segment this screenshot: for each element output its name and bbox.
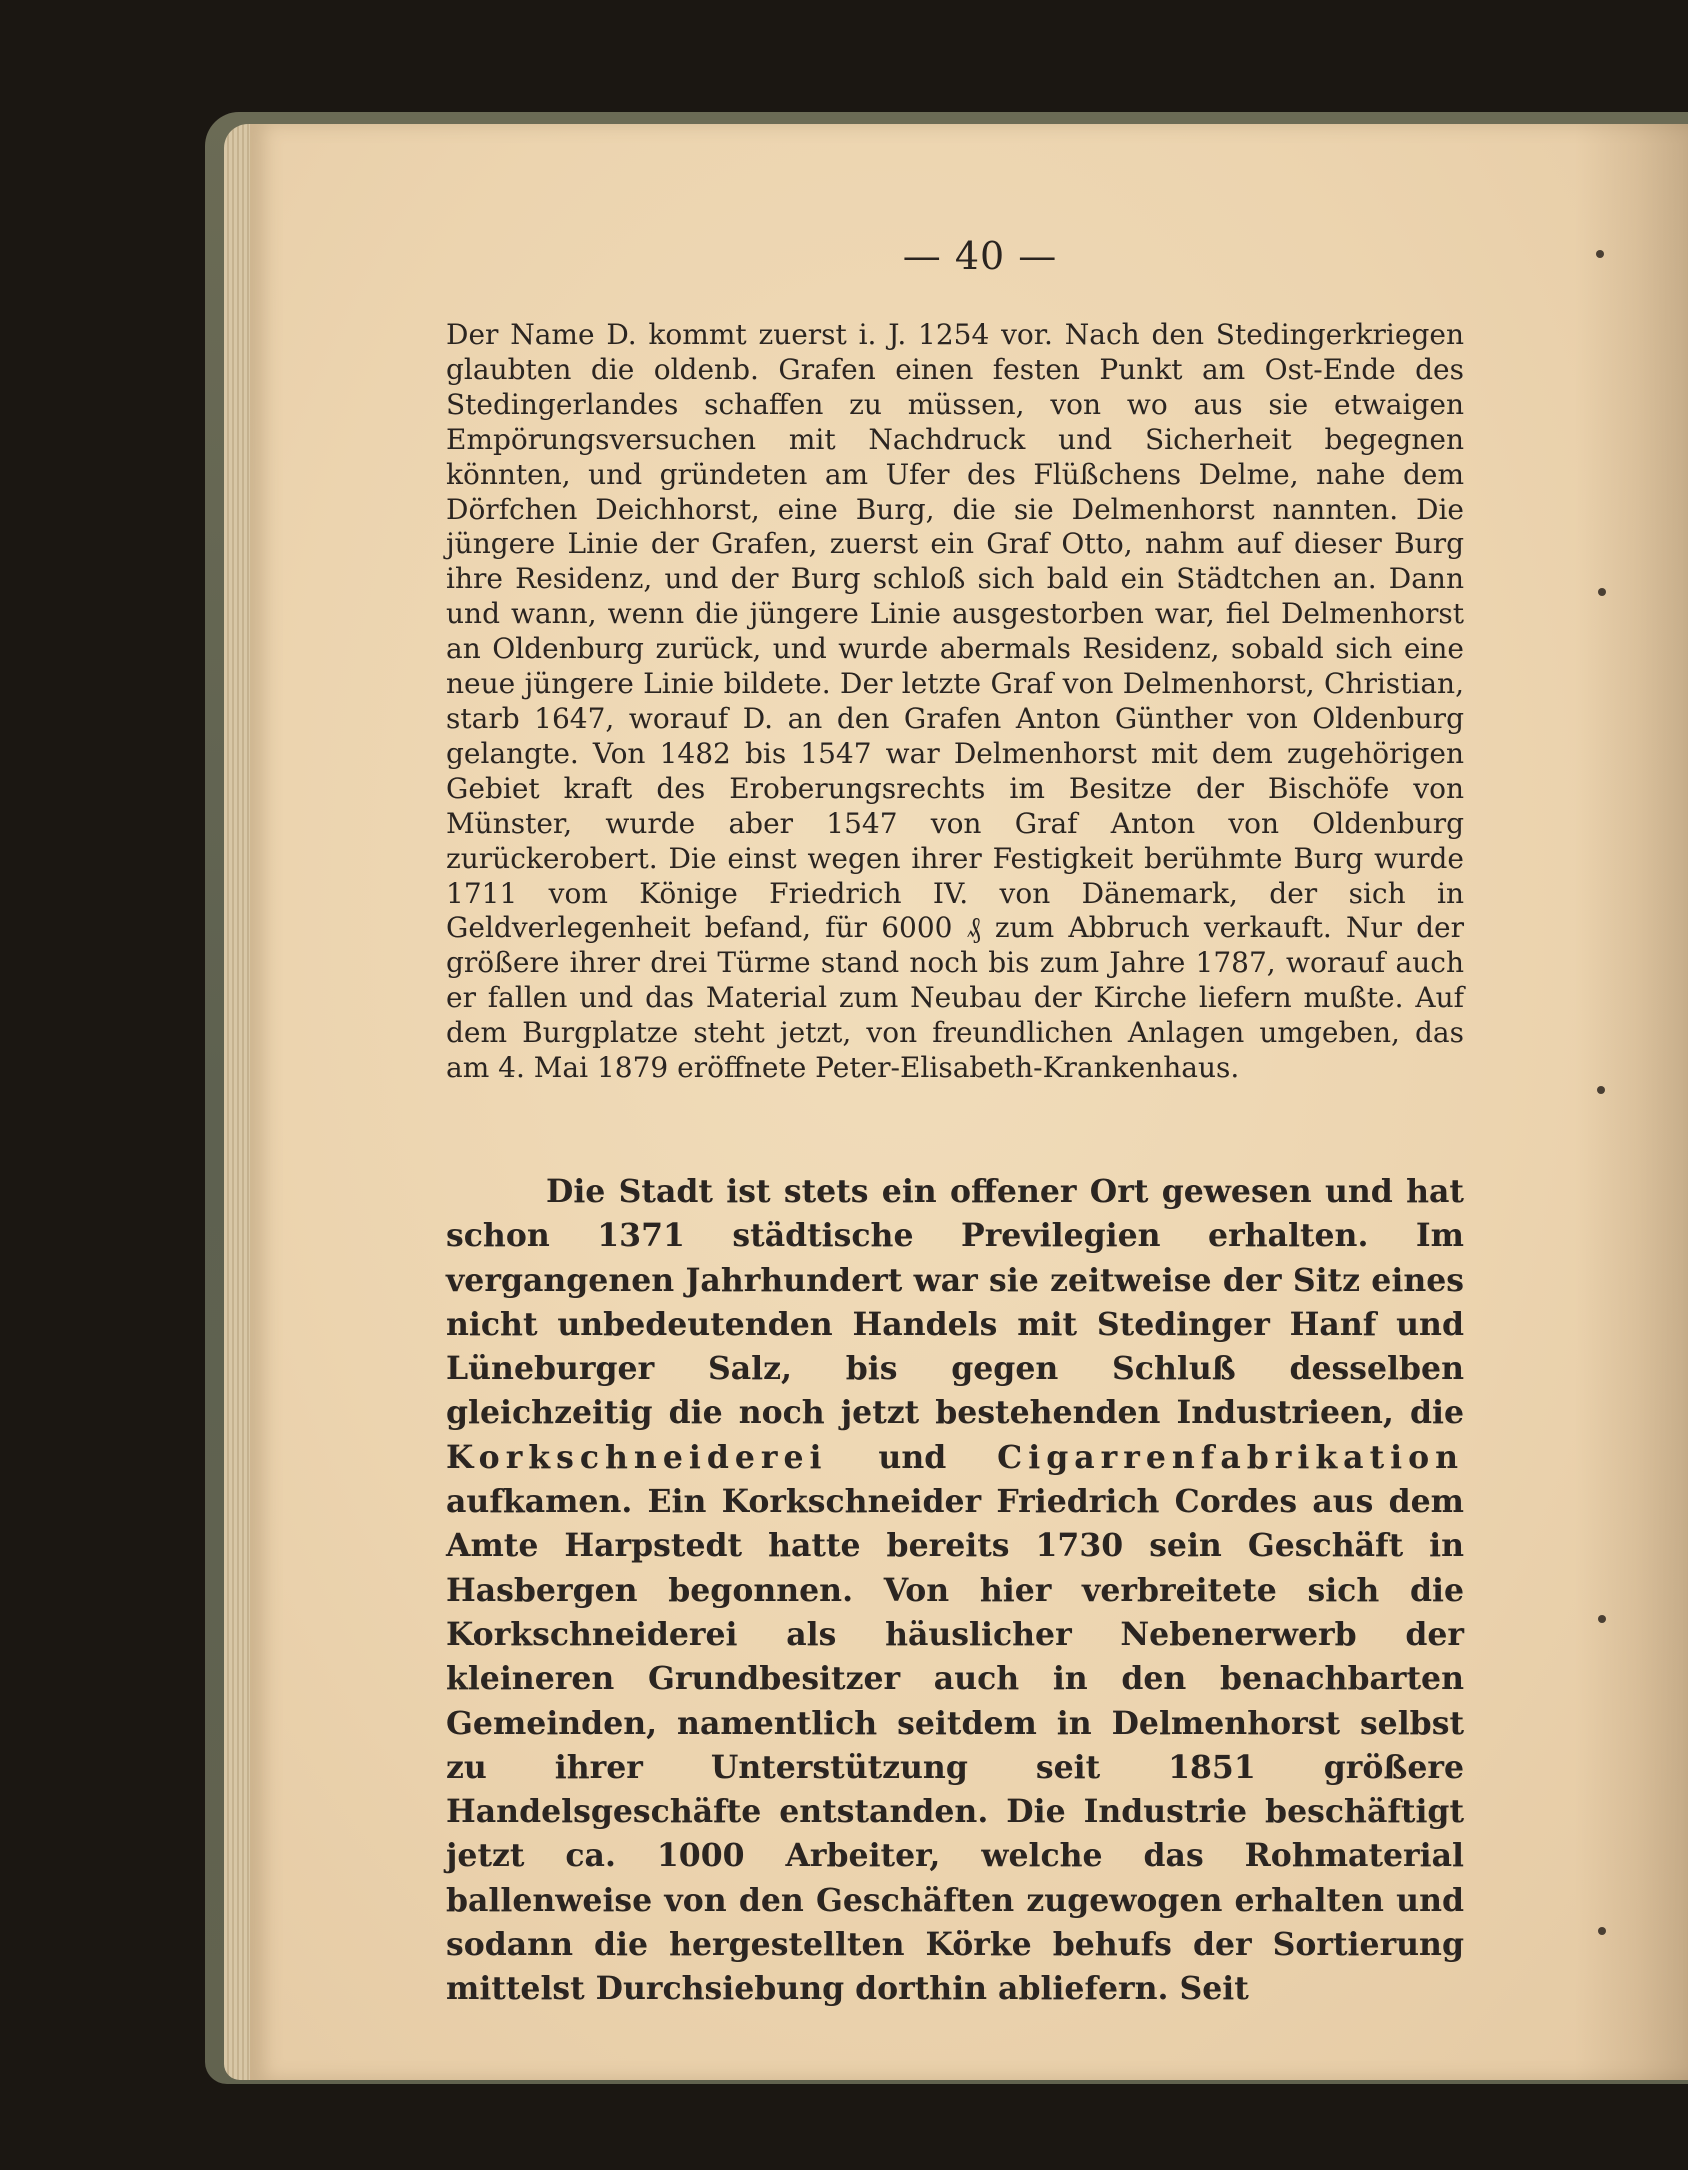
binding-mark (1596, 250, 1604, 258)
page-number: — 40 — (902, 234, 1058, 278)
binding-mark (1598, 1615, 1606, 1623)
binding-mark (1597, 1086, 1605, 1094)
paragraph-text: Die Stadt ist stets ein offener Ort gewesen und hat schon 1371 städtische Previlegien erhalten. Im vergangenen Jahrhundert war sie zeitweise der Sitz eines nicht unbedeutenden Handels mit Stedinger Hanf und Lüneburger Salz, bis gegen Schluß desselben gleichzeitig die noch jetzt bestehenden Industrieen, die (446, 1173, 1464, 1432)
binding-mark (1598, 1927, 1606, 1935)
paragraph-text: und (827, 1438, 998, 1476)
emphasized-term: Cigarrenfabrikation (997, 1438, 1464, 1476)
paragraph-history: Der Name D. kommt zuerst i. J. 1254 vor. Nach den Stedingerkriegen glaubten die oldenb. Grafen einen festen Punkt am Ost-Ende des Stedingerlandes schaffen zu müssen, von wo aus sie etwaigen Empörungsversuchen mit Nachdruck und Sicherheit begegnen könnten, und gründeten am Ufer des Flüßchens Delme, nahe dem Dörfchen Deichhorst, eine Burg, die sie Delmenhorst nannten. Die jüngere Linie der Grafen, zuerst ein Graf Otto, nahm auf dieser Burg ihre Residenz, und der Burg schloß sich bald ein Städtchen an. Dann und wann, wenn die jüngere Linie ausgestorben war, fiel Delmenhorst an Oldenburg zurück, und wurde abermals Residenz, sobald sich eine neue jüngere Linie bildete. Der letzte Graf von Delmenhorst, Christian, starb 1647, worauf D. an den Grafen Anton Günther von Oldenburg gelangte. Von 1482 bis 1547 war Delmenhorst mit dem zugehörigen Gebiet kraft des Eroberungsrechts im Besitze der Bischöfe von Münster, wurde aber 1547 von Graf Anton von Oldenburg zurückerobert. Die einst wegen ihrer Festigkeit berühmte Burg wurde 1711 vom Könige Friedrich IV. von Dänemark, der sich in Geldverlegenheit befand, für 6000 ₰ zum Abbruch verkauft. Nur der größere ihrer drei Türme stand noch bis zum Jahre 1787, worauf auch er fallen und das Material zum Neubau der Kirche liefern mußte. Auf dem Burgplatze steht jetzt, von freundlichen Anlagen umgeben, das am 4. Mai 1879 eröffnete Peter-Elisabeth-Krankenhaus. (446, 318, 1464, 1085)
paragraph-text: aufkamen. Ein Korkschneider Friedrich Cordes aus dem Amte Harpstedt hatte bereits 1730 sein Geschäft in Hasbergen begonnen. Von hier verbreitete sich die Korkschneiderei als häuslicher Nebenerwerb der kleineren Grundbesitzer auch in den benachbarten Gemeinden, namentlich seitdem in Delmenhorst selbst zu ihrer Unterstützung seit 1851 größere Handelsgeschäfte entstanden. Die Industrie beschäftigt jetzt ca. 1000 Arbeiter, welche das Rohmaterial ballenweise von den Geschäften zugewogen erhalten und sodann die hergestellten Körke behufs der Sortierung mittelst Durchsiebung dorthin abliefern. Seit (446, 1483, 1464, 2008)
paragraph-industry (446, 1170, 1464, 2012)
emphasized-term: Korkschneiderei (446, 1438, 828, 1476)
binding-mark (1598, 588, 1606, 596)
page-gutter (1575, 124, 1688, 2080)
